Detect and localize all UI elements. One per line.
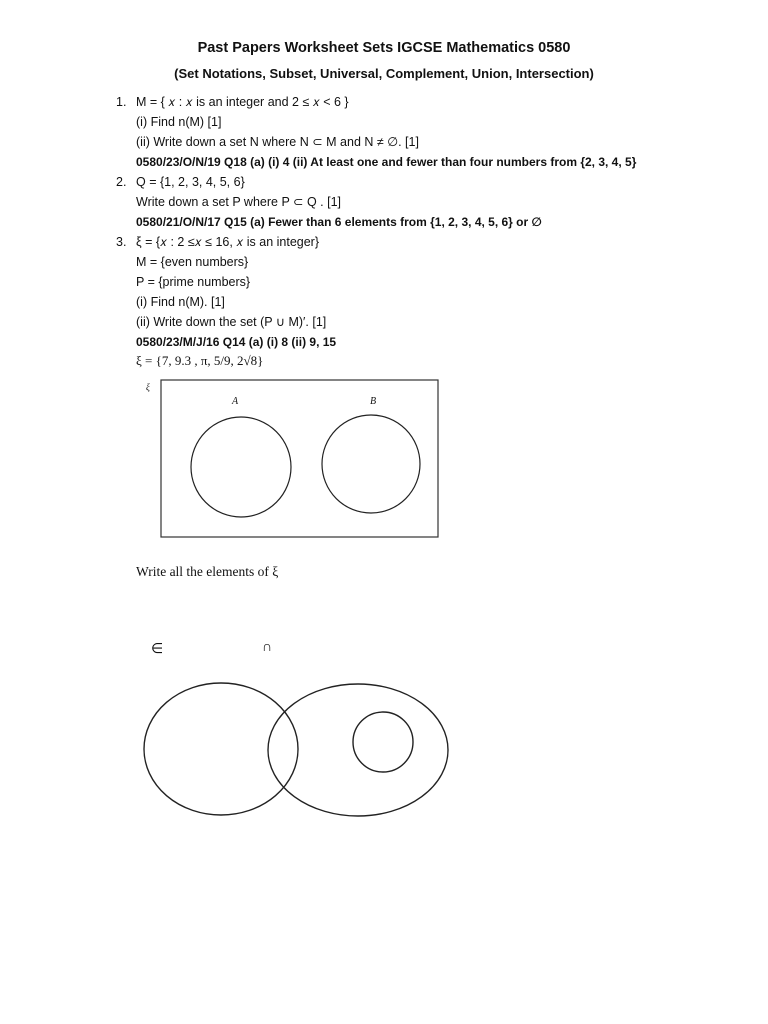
answer-line: 0580/23/M/J/16 Q14 (a) (i) 8 (ii) 9, 15 [136, 335, 337, 349]
instruction-text: Write all the elements of ξ [136, 564, 279, 579]
worksheet-subtitle: (Set Notations, Subset, Universal, Complement, Union, Intersection) [174, 66, 594, 81]
element-of-symbol: ∈ [151, 640, 164, 656]
universal-set-line: ξ = {7, 9.3 , π, 5/9, 2√8} [136, 353, 264, 368]
question-line: (i) Find n(M). [1] [136, 295, 225, 309]
question-line: (ii) Write down the set (P ∪ M)′. [1] [136, 315, 327, 329]
question-line: M = { 𝑥 : 𝑥 is an integer and 2 ≤ 𝑥 < 6 } [136, 95, 349, 109]
worksheet-title: Past Papers Worksheet Sets IGCSE Mathematics 0580 [197, 40, 571, 56]
set-a-label: A [232, 396, 239, 407]
question-line: (i) Find n(M) [1] [136, 115, 222, 129]
inner-circle [353, 712, 413, 772]
universal-rectangle [161, 380, 438, 537]
question-number: 3. [116, 235, 127, 249]
set-b-label: B [370, 396, 377, 407]
answer-line: 0580/21/O/N/17 Q15 (a) Fewer than 6 elements from {1, 2, 3, 4, 5, 6} or ∅ [136, 215, 542, 229]
right-ellipse [268, 684, 448, 816]
question-line: P = {prime numbers} [136, 275, 251, 289]
question-line: ξ = {𝑥 : 2 ≤𝑥 ≤ 16, 𝑥 is an integer} [136, 235, 320, 249]
question-line: Q = {1, 2, 3, 4, 5, 6} [136, 175, 245, 189]
universal-label: ξ [146, 382, 150, 392]
question-number: 2. [116, 175, 127, 189]
intersection-symbol: ∩ [262, 638, 273, 654]
question-line: M = {even numbers} [136, 255, 249, 269]
answer-line: 0580/23/O/N/19 Q18 (a) (i) 4 (ii) At least one and fewer than four numbers from {2, 3, 4, 5} [136, 155, 637, 169]
question-number: 1. [116, 95, 127, 109]
left-ellipse [144, 683, 298, 815]
question-line: (ii) Write down a set N where N ⊂ M and N ≠ ∅. [1] [136, 135, 419, 149]
question-line: Write down a set P where P ⊂ Q . [1] [136, 195, 342, 209]
set-b-circle [322, 415, 420, 513]
set-a-circle [191, 417, 291, 517]
